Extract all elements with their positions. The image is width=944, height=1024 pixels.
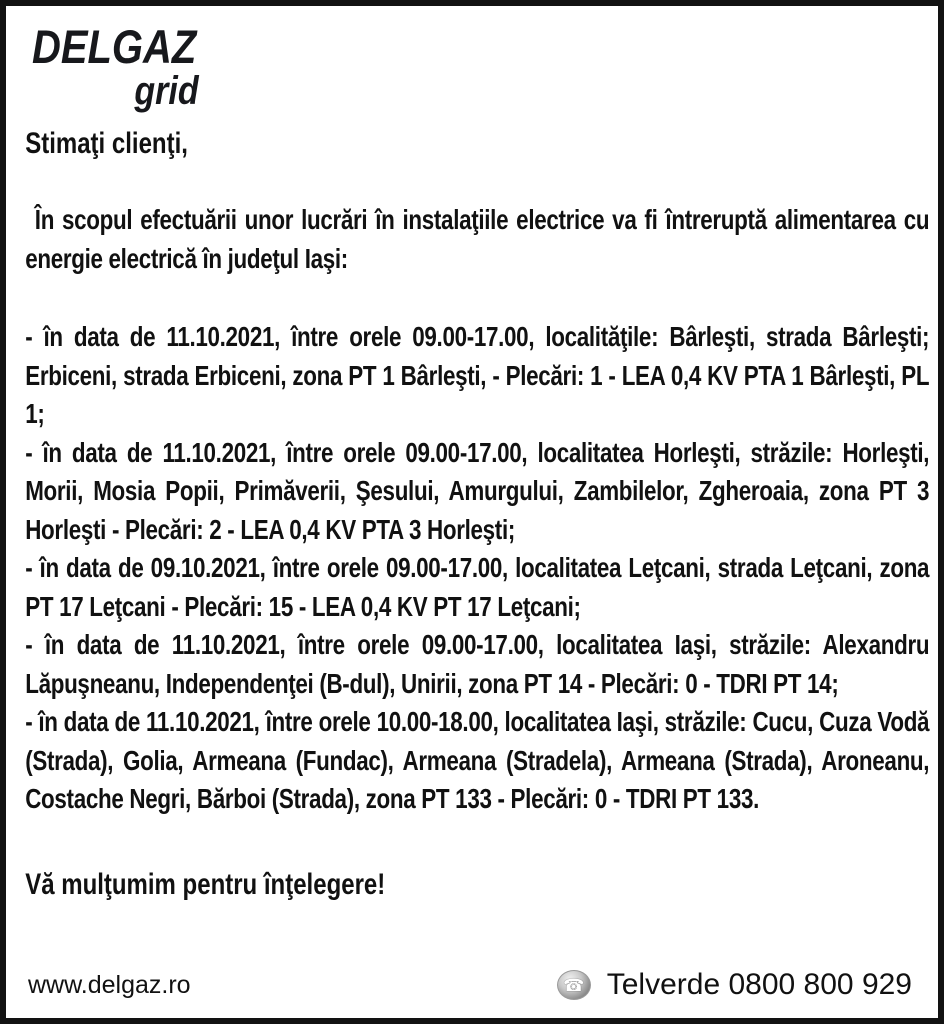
outage-item-letcani: - în data de 09.10.2021, între orele 09.00-17.00, localitatea Leţcani, strada Leţcani, zona PT 17 Leţcani - Plecări: 15 - LEA 0,4 KV PT 17 Leţcani; [25, 552, 930, 622]
telverde-number: Telverde 0800 800 929 [606, 968, 912, 1001]
outage-item-barlesti: - în data de 11.10.2021, între orele 09.00-17.00, localităţile: Bârleşti, strada Bârleşti; Erbiceni, strada Erbiceni, zona PT 1 Bârleşti, - Plecări: 1 - LEA 0,4 KV PTA 1 Bârleşti, PL 1; [25, 321, 930, 429]
outage-item-horlesti: - în data de 11.10.2021, între orele 09.00-17.00, localitatea Horleşti, străzile: Horleşti, Morii, Mosia Popii, Primăverii, Şesului, Amurgului, Zambilelor, Zgheroaia, zona PT 3 Horleşti - Plecări: 2 - LEA 0,4 KV PTA 3 Horleşti; [25, 436, 930, 545]
brand-wordmark: DELGAZ [32, 20, 197, 73]
outage-item-iasi-pt133: - în data de 11.10.2021, între orele 10.00-18.00, localitatea Iaşi, străzile: Cucu, Cuza Vodă (Strada), Golia, Armeana (Fundac), Armeana (Stradela), Armeana (Strada), Aroneanu, Costache Negri, Bărboi (Strada), zona PT 133 - Plecări: 0 - TDRI PT 133. [25, 706, 930, 814]
delgaz-grid-logo [32, 20, 211, 113]
brand-sub-wordmark: grid [134, 69, 199, 113]
greeting-text: Stimaţi clienţi, [25, 127, 188, 160]
notice-body [6, 110, 944, 905]
intro-paragraph: În scopul efectuării unor lucrări în instalaţiile electrice va fi întreruptă alimentarea cu energie electrică în judeţul Iaşi: [25, 204, 930, 274]
closing-message: Vă mulţumim pentru înţelegere! [25, 867, 386, 901]
outage-list [25, 318, 929, 819]
website-link[interactable]: www.delgaz.ro [28, 970, 191, 999]
telverde-contact [557, 968, 912, 1002]
telephone-icon: ☎ [557, 970, 591, 1000]
footer-bar [6, 958, 938, 1018]
outage-item-iasi-pt14: - în data de 11.10.2021, între orele 09.00-17.00, localitatea Iaşi, străzile: Alexandru Lăpuşneanu, Independenţei (B-dul), Unirii, zona PT 14 - Plecări: 0 - TDRI PT 14; [25, 629, 930, 699]
